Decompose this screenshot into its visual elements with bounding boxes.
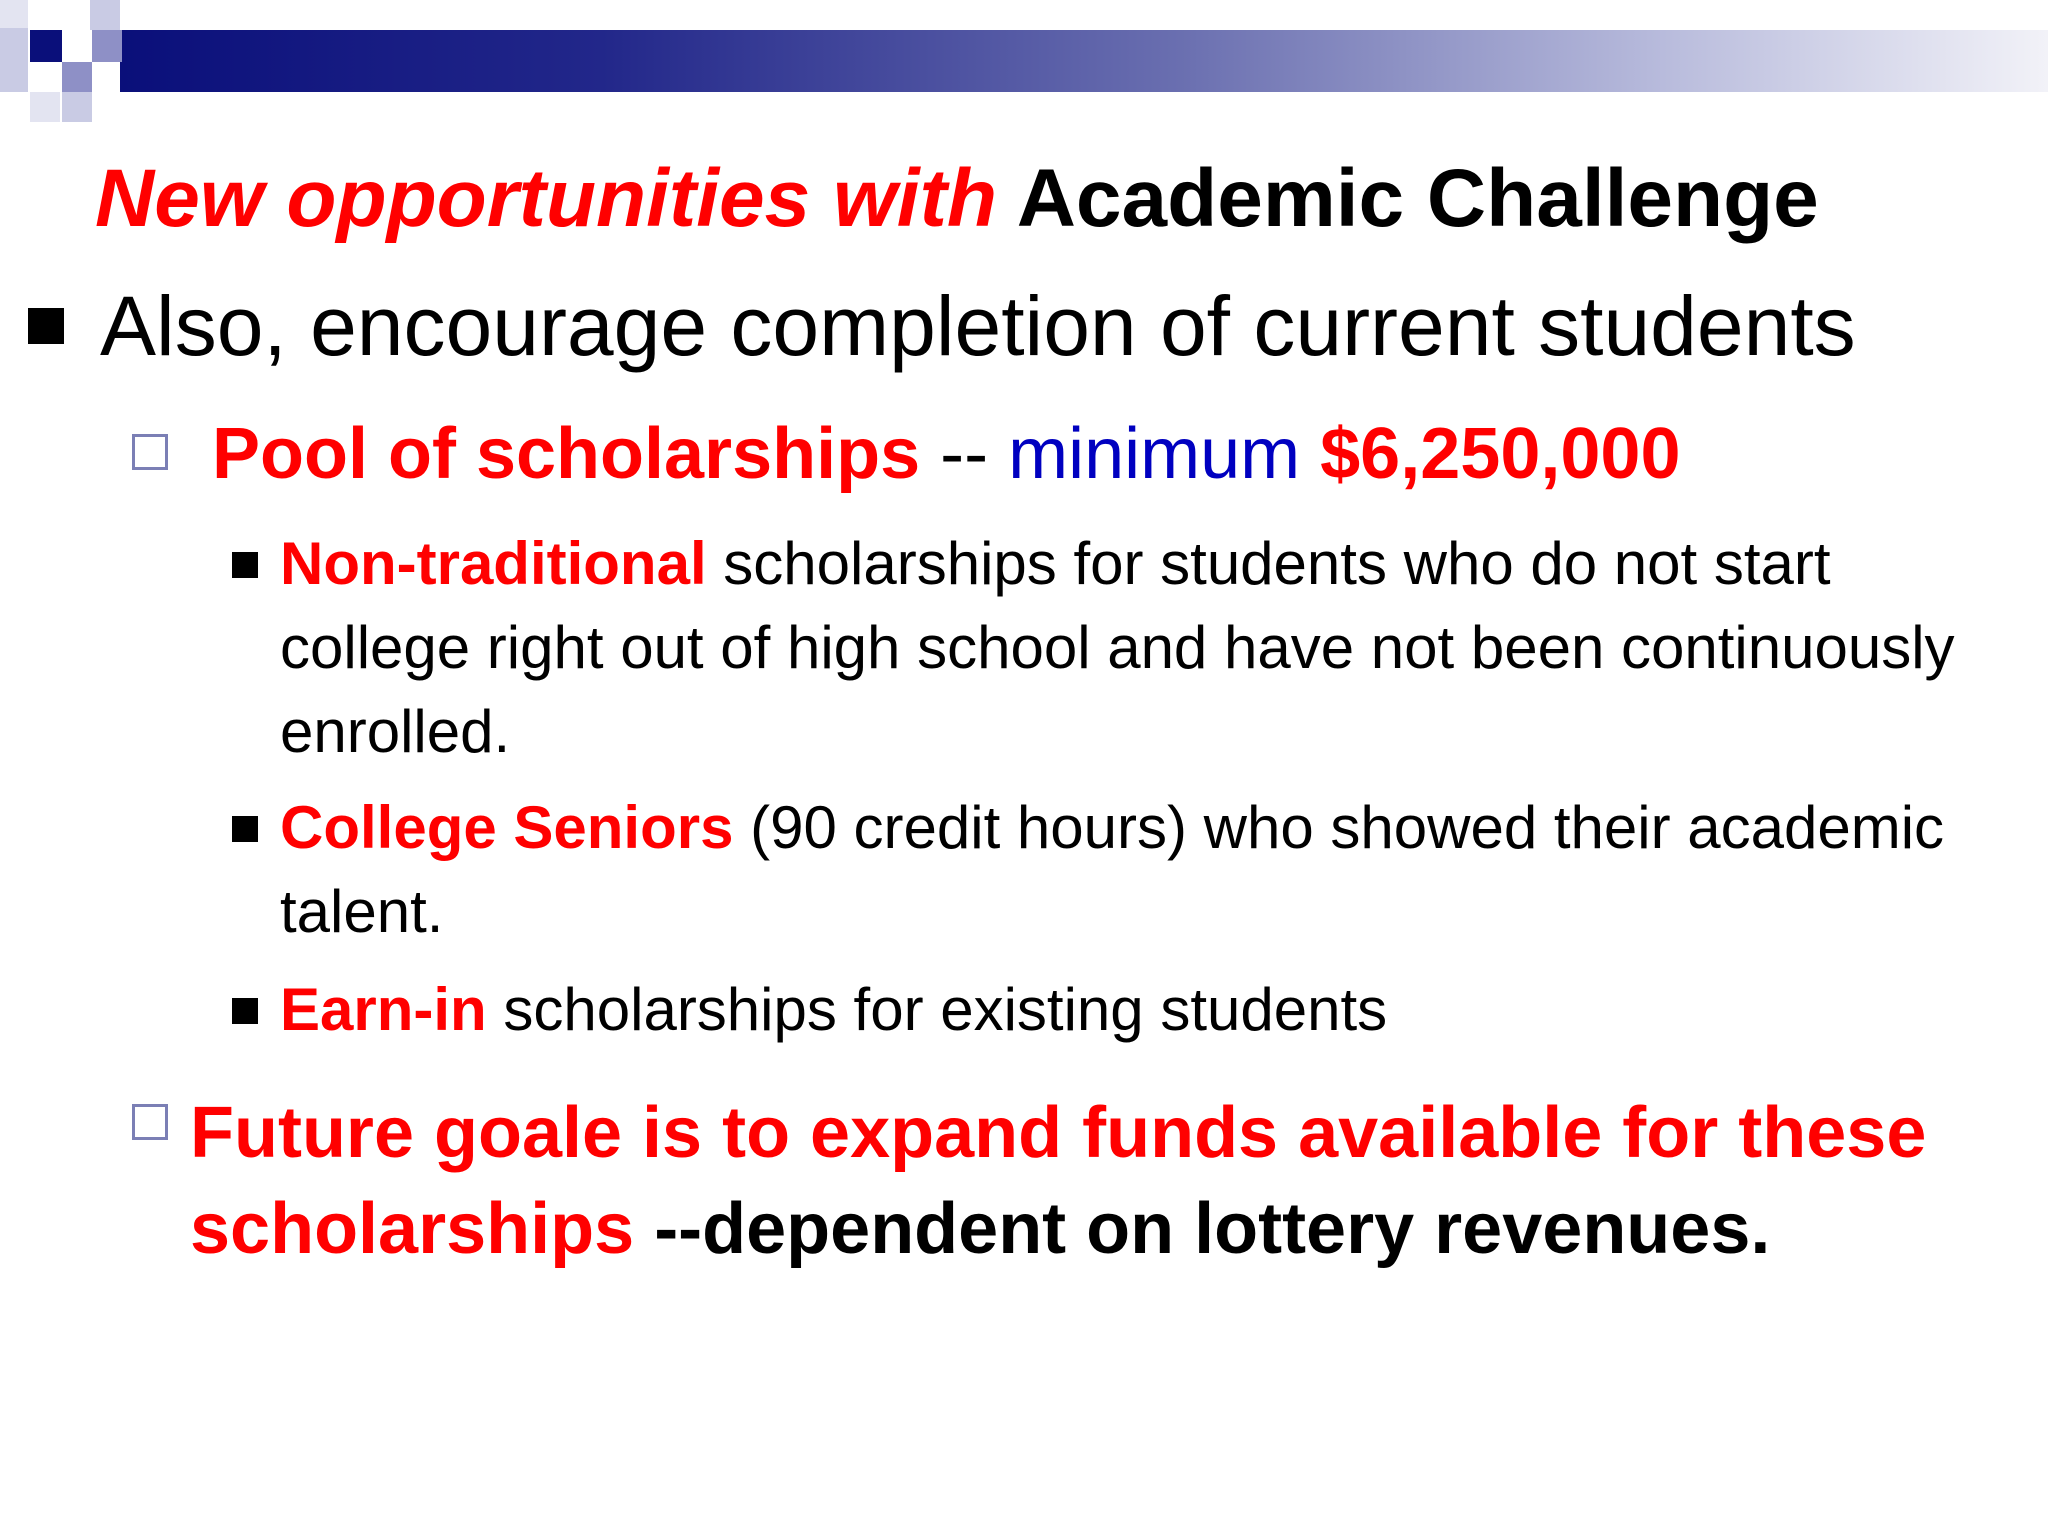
bullet-pool-of-scholarships <box>212 414 1681 494</box>
header-square-decoration <box>90 0 120 30</box>
slide-title <box>95 153 1819 244</box>
header-square-decoration <box>62 92 92 122</box>
header-gradient-bar <box>120 30 2048 92</box>
pool-amount: $6,250,000 <box>1320 414 1681 494</box>
bullet-future-goal <box>190 1085 1990 1277</box>
item-text: scholarships for existing students <box>503 976 1388 1043</box>
header-square-decoration <box>0 0 28 28</box>
pool-minimum-label: minimum <box>1008 414 1301 494</box>
title-italic-part: New opportunities with <box>95 153 997 244</box>
header-square-decoration <box>92 30 122 62</box>
item-highlight: College Seniors <box>280 794 734 861</box>
item-highlight: Non-traditional <box>280 530 707 597</box>
square-bullet-icon <box>28 308 64 344</box>
square-bullet-icon <box>232 816 258 842</box>
future-text: --dependent on lottery revenues. <box>654 1189 1771 1269</box>
list-item <box>280 968 2000 1052</box>
header-square-decoration <box>0 28 28 92</box>
hollow-square-bullet-icon <box>132 1104 168 1140</box>
list-item <box>280 786 2000 954</box>
header-square-decoration <box>62 62 92 92</box>
header-square-decoration <box>30 92 60 122</box>
item-text: scholarships for students who do not start college right out of high school and have not been continuously enrolled. <box>280 530 1955 765</box>
item-text: (90 credit hours) who showed their academic talent. <box>280 794 1945 945</box>
title-normal-part: Academic Challenge <box>1016 153 1819 244</box>
header-square-decoration <box>30 30 62 62</box>
list-item <box>280 522 2000 774</box>
hollow-square-bullet-icon <box>132 434 168 470</box>
square-bullet-icon <box>232 552 258 578</box>
pool-label: Pool of scholarships <box>212 414 921 494</box>
pool-separator: -- <box>940 414 989 494</box>
square-bullet-icon <box>232 998 258 1024</box>
bullet-level1-text: Also, encourage completion of current students <box>100 279 1856 373</box>
future-highlight: Future goale is to expand funds available for these scholarships <box>190 1093 1927 1269</box>
item-highlight: Earn-in <box>280 976 487 1043</box>
